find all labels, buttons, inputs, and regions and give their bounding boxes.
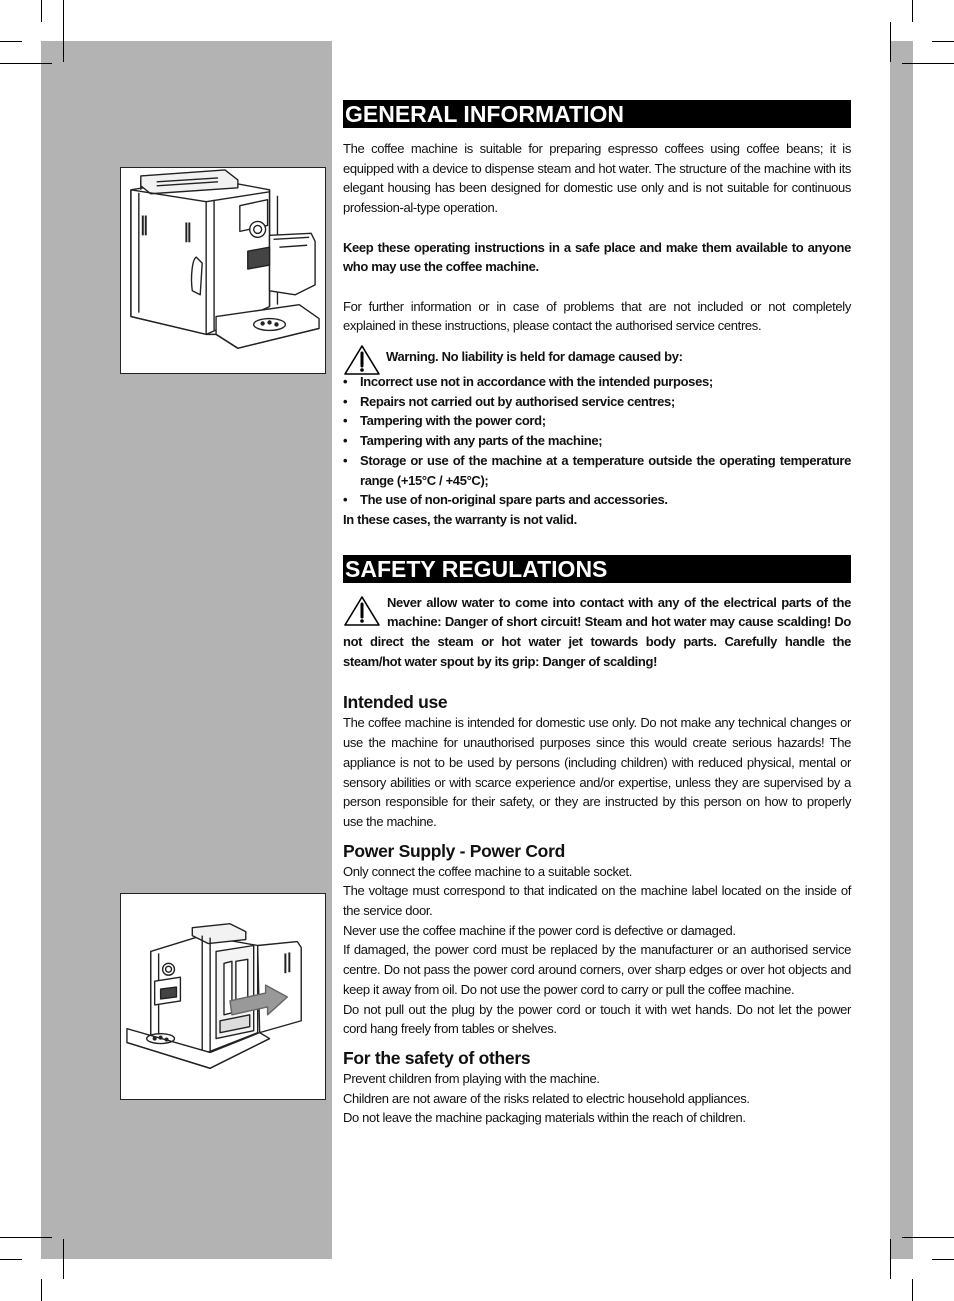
safety-warning (343, 593, 851, 672)
warning-triangle-icon (343, 595, 381, 627)
power-supply-heading: Power Supply - Power Cord (343, 840, 565, 861)
intended-use-text: The coffee machine is intended for domestic use only. Do not make any technical changes or use the machine for unauthorised purposes since this would create serious hazards! The appliance is not to be used by persons (including children) with reduced physical, mental or sensory abilities or with scarce experience and/or expertise, unless they are supervised by a person responsible for their safety, or they are instructed by this person on how to properly use the machine. (343, 715, 851, 829)
others-line: Prevent children from playing with the machine. (343, 1070, 600, 1086)
power-line: The voltage must correspond to that indicated on the machine label located on the inside of the service door. (343, 883, 851, 919)
list-item: • Incorrect use not in accordance with the intended purposes; (343, 372, 851, 392)
others-line: Do not leave the machine packaging materials within the reach of children. (343, 1110, 746, 1126)
power-line: Only connect the coffee machine to a suitable socket. (343, 863, 633, 879)
right-margin-panel (890, 41, 913, 1259)
list-item: • Tampering with the power cord; (343, 411, 851, 431)
list-item: • Tampering with any parts of the machine; (343, 431, 851, 451)
list-item: • Storage or use of the machine at a temperature outside the operating temperature range (+15°C / +45°C); (343, 451, 851, 490)
section-heading-general-information: GENERAL INFORMATION (343, 100, 851, 128)
main-text-column (343, 100, 851, 1128)
intended-use-heading: Intended use (343, 692, 448, 713)
coffee-machine-service-door-open-illustration (120, 893, 326, 1100)
warning-title: Warning. No liability is held for damage caused by: (386, 349, 683, 364)
safety-warning-text: Never allow water to come into contact with any of the electrical parts of the machine: Danger of short circuit! Steam and hot water may cause scalding! Do not direct the steam or hot water jet towards body parts. Carefully handle the steam/hot water spout by its grip: Danger of scalding! (343, 594, 851, 669)
liability-list (343, 372, 851, 510)
others-line: Children are not aware of the risks related to electric household appliances. (343, 1090, 750, 1106)
intro-paragraph: The coffee machine is suitable for preparing espresso coffees using coffee beans; it is equipped with a device to dispense steam and hot water. The structure of the machine with its elegant housing has been designed for domestic use only and is not suitable for continuous profession-al-type operation. (343, 141, 851, 216)
power-line: Never use the coffee machine if the power cord is defective or damaged. (343, 922, 736, 938)
power-line: If damaged, the power cord must be replaced by the manufacturer or an authorised service centre. Do not pass the power cord around corners, over sharp edges or over hot objects and keep it away from oil. Do not use the power cord to carry or pull the coffee machine. (343, 942, 851, 997)
list-item: • The use of non-original spare parts and accessories. (343, 490, 851, 510)
section-heading-safety-regulations: SAFETY REGULATIONS (343, 555, 851, 583)
warranty-note: In these cases, the warranty is not valid. (343, 511, 577, 527)
list-item: • Repairs not carried out by authorised service centres; (343, 392, 851, 412)
safety-of-others-heading: For the safety of others (343, 1047, 531, 1068)
power-line: Do not pull out the plug by the power cord or touch it with wet hands. Do not let the power cord hang freely from tables or shelves. (343, 1001, 851, 1037)
keep-instructions-paragraph: Keep these operating instructions in a safe place and make them available to anyone who may use the coffee machine. (343, 239, 851, 275)
further-information-paragraph: For further information or in case of problems that are not included or not completely explained in these instructions, please contact the authorised service centres. (343, 298, 851, 334)
coffee-machine-illustration (120, 167, 326, 374)
